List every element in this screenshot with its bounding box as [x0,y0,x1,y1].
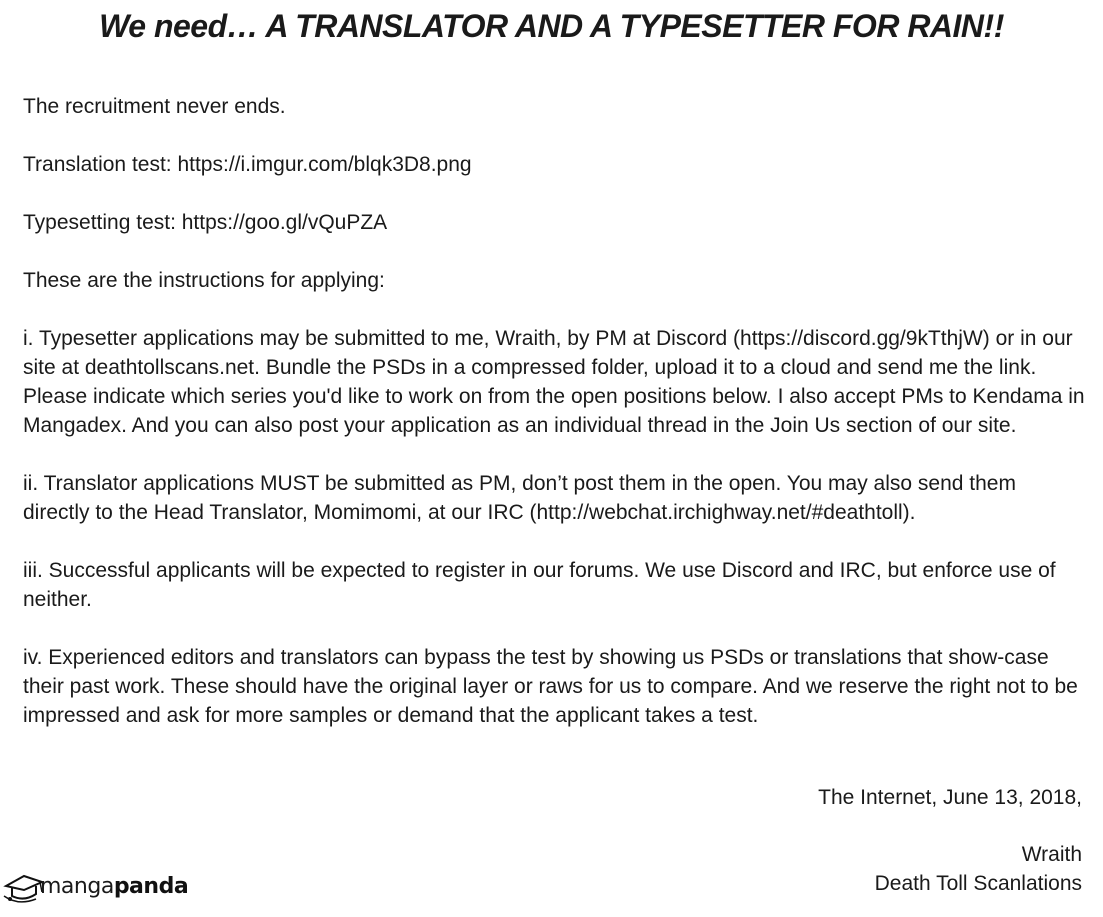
announcement-body [23,92,1085,759]
signature-block [875,840,1082,898]
page-title: We need… A TRANSLATOR AND A TYPESETTER FOR RAIN!! [99,8,1004,44]
typesetting-test-line: Typesetting test: https://goo.gl/vQuPZA [23,211,388,234]
instruction-iii: iii. Successful applicants will be expected to register in our forums. We use Discord and IRC, but enforce use of neither. [23,559,1056,611]
watermark-text [40,874,188,899]
date-line: The Internet, June 13, 2018, [818,786,1082,809]
instructions-heading: These are the instructions for applying: [23,269,385,292]
instruction-i: i. Typesetter applications may be submitted to me, Wraith, by PM at Discord (https://discord.gg/9kTthjW) or in our site at deathtollscans.net. Bundle the PSDs in a compressed folder, upload it to a cloud and send me the link. Please indicate which series you'd like to work on from the open positions below. I also accept PMs to Kendama in Mangadex. And you can also post your application as an individual thread in the Join Us section of our site. [23,327,1085,437]
instruction-iv: iv. Experienced editors and translators can bypass the test by showing us PSDs or translations that show-case their past work. These should have the original layer or raws for us to compare. And we reserve the right not to be impressed and ask for more samples or demand that the applicant takes a test. [23,646,1078,727]
intro-paragraph: The recruitment never ends. [23,95,286,118]
watermark-prefix: manga [40,874,114,899]
translation-test-line: Translation test: https://i.imgur.com/blqk3D8.png [23,153,472,176]
signature-group: Death Toll Scanlations [874,872,1082,895]
instruction-ii: ii. Translator applications MUST be submitted as PM, don’t post them in the open. You may also send them directly to the Head Translator, Momimomi, at our IRC (http://webchat.irchighway.net/#deathtoll). [23,472,1016,524]
mangapanda-watermark [2,866,189,908]
signature-name: Wraith [1021,843,1082,866]
watermark-suffix: panda [113,874,189,899]
